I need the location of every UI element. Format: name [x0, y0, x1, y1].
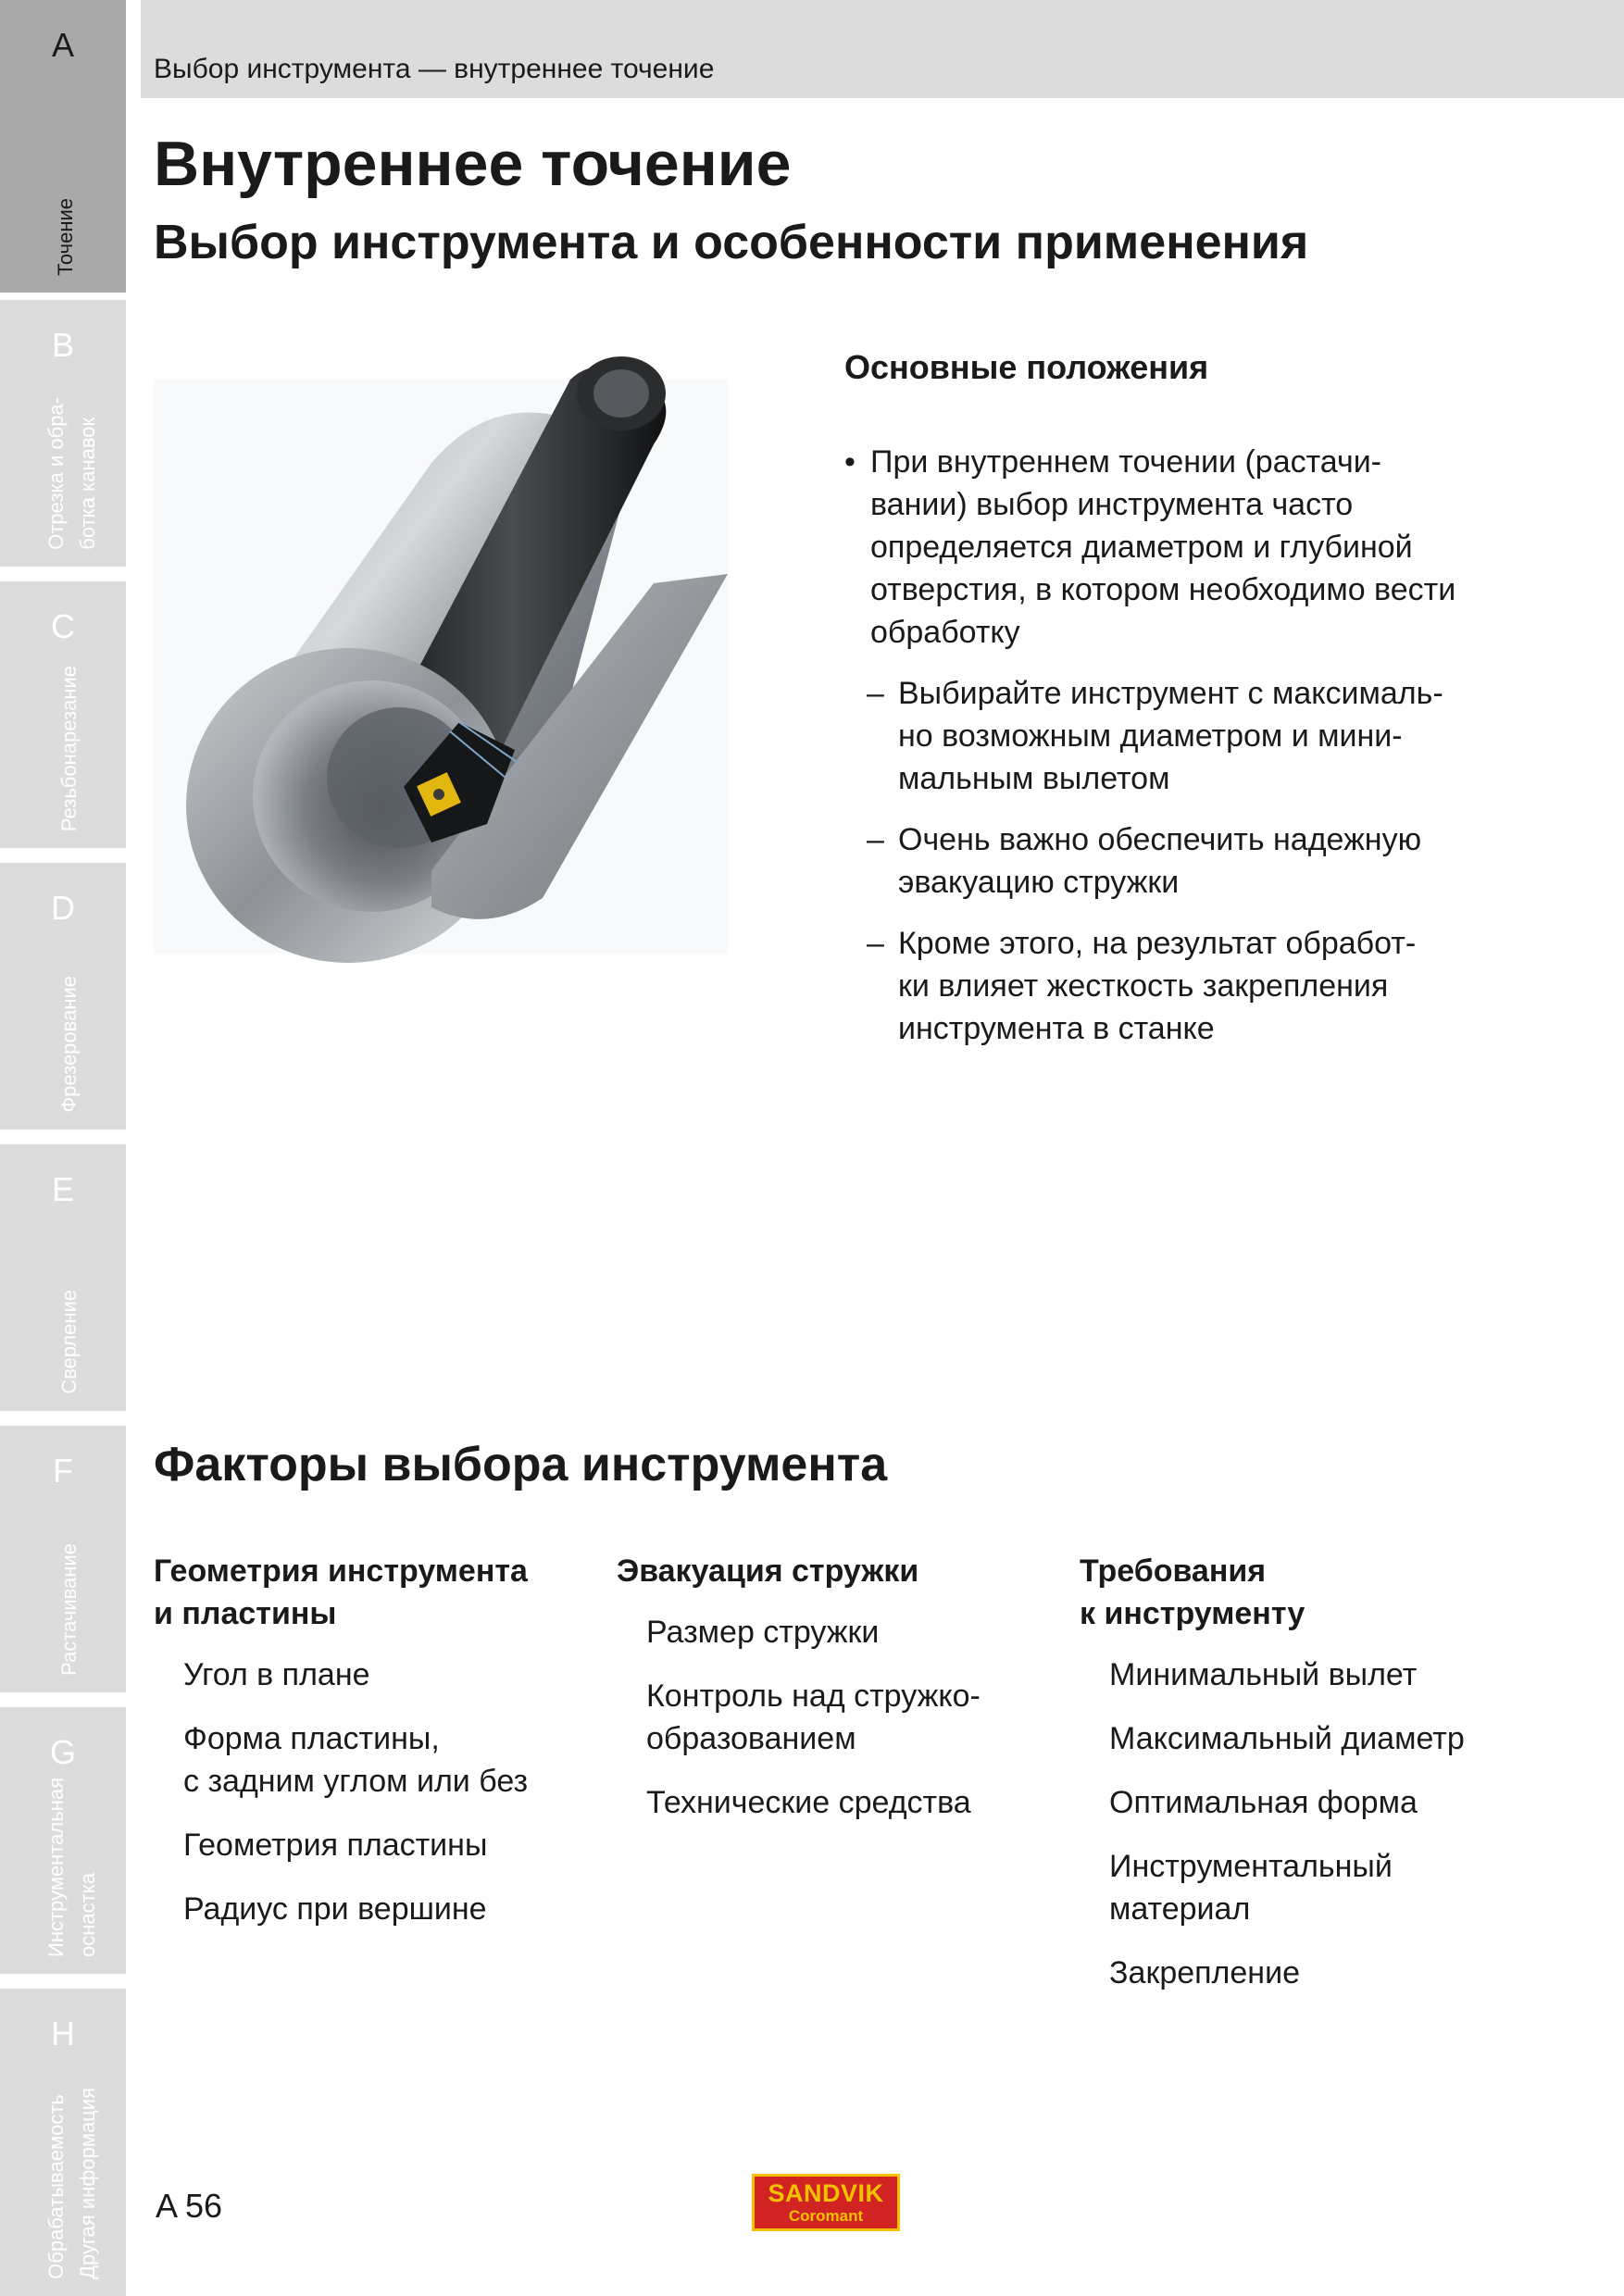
tab-label: Точение: [54, 198, 77, 276]
list-item: Контроль над стружко- образованием: [646, 1678, 981, 1756]
boring-bar-illustration: [154, 343, 811, 981]
logo-line1: SANDVIK: [768, 2179, 884, 2207]
tab-letter: C: [51, 607, 75, 645]
logo-line2: Coromant: [788, 2207, 864, 2225]
sidebar-tab-h[interactable]: [0, 1989, 126, 2296]
page-subtitle: Выбор инструмента и особенности применения: [154, 216, 1309, 269]
page-number: A 56: [156, 2187, 223, 2225]
sub-text: Кроме этого, на результат обработ- ки влияет жесткость закрепления инструмента в станке: [898, 926, 1417, 1046]
list-item: Угол в плане: [183, 1657, 370, 1692]
list-item: Форма пластины, с задним углом или без: [183, 1721, 529, 1799]
tab-label: Инструментальная оснастка: [44, 1778, 99, 1957]
list-item: Технические средства: [646, 1785, 971, 1820]
factors-column-requirements: [1080, 1550, 1524, 2015]
page-title: Внутреннее точение: [154, 129, 792, 199]
sidebar-tab-b[interactable]: [0, 300, 126, 567]
list-item: Оптимальная форма: [1109, 1785, 1418, 1820]
list-item: Инструментальный материал: [1109, 1849, 1393, 1927]
list-item: Максимальный диаметр: [1109, 1721, 1465, 1756]
header-bar: [141, 0, 1624, 98]
tab-letter: B: [51, 326, 74, 364]
list-item: Закрепление: [1109, 1955, 1300, 1990]
tab-label: Резьбонарезание: [57, 665, 81, 831]
factors-title: Факторы выбора инструмента: [154, 1438, 888, 1491]
tab-letter: H: [51, 2015, 75, 2053]
key-point-sub: – Кроме этого, на результат обработ- ки влияет жесткость закрепления инструмента в станке: [867, 926, 1417, 1046]
sandvik-logo: [752, 2174, 900, 2231]
key-point-bullet: [844, 441, 1548, 654]
key-point-sub: – Выбирайте инструмент с максималь- но возможным диаметром и мини- мальным вылетом: [867, 676, 1443, 796]
column-title: Требования к инструменту: [1080, 1554, 1305, 1631]
sidebar-tab-d[interactable]: [0, 863, 126, 1129]
tab-label: Растачивание: [57, 1543, 81, 1676]
column-title: Эвакуация стружки: [617, 1554, 919, 1589]
sub-text: Выбирайте инструмент с максималь- но возможным диаметром и мини- мальным вылетом: [898, 676, 1443, 796]
factors-column-geometry: [154, 1550, 598, 1952]
sidebar-tab-g[interactable]: [0, 1707, 126, 1974]
list-item: Радиус при вершине: [183, 1891, 487, 1927]
column-title: Геометрия инструмента и пластины: [154, 1554, 528, 1631]
sidebar-tab-c[interactable]: [0, 581, 126, 848]
section-sidebar: [0, 0, 126, 2296]
sidebar-tab-e[interactable]: [0, 1144, 126, 1411]
tab-label: Обрабатываемость Другая информация: [44, 2088, 99, 2279]
key-points: [844, 348, 1548, 1068]
tab-label: Отрезка и обра- ботка канавок: [44, 397, 99, 550]
sidebar-tab-f[interactable]: [0, 1426, 126, 1692]
tab-label: Фрезерование: [57, 976, 81, 1113]
factors-column-chips: [617, 1550, 1061, 1845]
tab-letter: D: [51, 889, 75, 927]
list-item: Минимальный вылет: [1109, 1657, 1418, 1692]
key-point-sub: – Очень важно обеспечить надежную эвакуацию стружки: [867, 822, 1422, 900]
list-item: Размер стружки: [646, 1615, 880, 1650]
sidebar-tab-a[interactable]: [0, 0, 126, 293]
sub-text: Очень важно обеспечить надежную эвакуацию стружки: [898, 822, 1422, 900]
list-item: Геометрия пластины: [183, 1828, 488, 1863]
tab-letter: E: [51, 1170, 74, 1208]
tab-letter: G: [49, 1733, 76, 1771]
tab-letter: F: [53, 1452, 73, 1490]
bullet-text: При внутреннем точении (растачи- вании) выбор инструмента часто определяется диаметром и глубиной отверстия, в котором необходимо вести обработку: [870, 444, 1456, 650]
tab-letter: A: [51, 26, 74, 64]
breadcrumb: Выбор инструмента — внутреннее точение: [154, 54, 715, 84]
tab-label: Сверление: [57, 1290, 81, 1394]
key-points-title: Основные положения: [844, 348, 1209, 386]
